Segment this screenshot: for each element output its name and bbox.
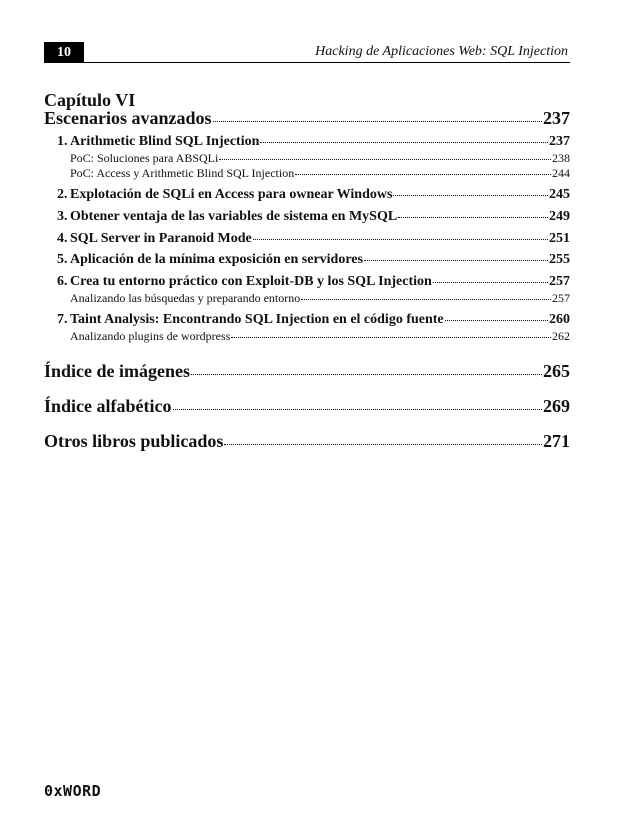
toc-page-number: 255: [549, 252, 570, 267]
leader-dots: [173, 409, 543, 410]
toc-page-number: 271: [543, 431, 570, 451]
leader-dots: [224, 444, 542, 445]
leader-dots: [260, 142, 548, 143]
toc-section[interactable]: [44, 108, 570, 129]
toc-page-number: 257: [549, 274, 570, 289]
page-header: [44, 42, 570, 63]
toc-item[interactable]: [57, 312, 570, 328]
toc-page-number: 237: [543, 108, 570, 128]
chapter-label: Capítulo VI: [44, 90, 136, 110]
toc-item[interactable]: [57, 252, 570, 268]
leader-dots: [301, 299, 551, 300]
toc-item-number: 4.: [57, 231, 68, 246]
toc-item-title: Arithmetic Blind SQL Injection: [70, 134, 260, 149]
toc-backmatter-item[interactable]: [44, 396, 570, 417]
toc-item-number: 1.: [57, 134, 68, 149]
leader-dots: [445, 320, 548, 321]
toc-item[interactable]: [57, 209, 570, 225]
toc-item-number: 3.: [57, 209, 68, 224]
toc-item-title: SQL Server in Paranoid Mode: [70, 231, 252, 246]
toc-item[interactable]: [57, 187, 570, 203]
toc-page-number: 249: [549, 209, 570, 224]
toc-subitem-title: Analizando las búsquedas y preparando entorno: [70, 291, 301, 305]
toc-subitem[interactable]: [70, 151, 570, 166]
toc-item[interactable]: [57, 231, 570, 247]
toc-item-number: 6.: [57, 274, 68, 289]
toc-page-number: 257: [552, 291, 570, 305]
toc-subitem-title: Analizando plugins de wordpress: [70, 329, 231, 343]
toc-page-number: 244: [552, 166, 570, 180]
toc-page-number: 260: [549, 312, 570, 327]
toc-page-number: 237: [549, 134, 570, 149]
running-title: Hacking de Aplicaciones Web: SQL Injection: [315, 44, 568, 59]
toc-page-number: 238: [552, 151, 570, 165]
toc-item-number: 5.: [57, 252, 68, 267]
toc-backmatter-title: Índice alfabético: [44, 396, 172, 416]
leader-dots: [295, 174, 551, 175]
toc-item-number: 2.: [57, 187, 68, 202]
publisher-logo: 0xWORD: [44, 782, 102, 800]
toc-section-title: Escenarios avanzados: [44, 108, 212, 128]
leader-dots: [393, 195, 548, 196]
toc-backmatter-item[interactable]: [44, 431, 570, 452]
toc-item-title: Aplicación de la mínima exposición en servidores: [70, 252, 363, 267]
toc-page-number: 245: [549, 187, 570, 202]
toc-subitem[interactable]: [70, 166, 570, 181]
toc-item-title: Explotación de SQLi en Access para ownear Windows: [70, 187, 393, 202]
toc-item-number: 7.: [57, 312, 68, 327]
toc-page-number: 269: [543, 396, 570, 416]
leader-dots: [213, 121, 542, 122]
leader-dots: [191, 374, 542, 375]
page-number: 10: [44, 42, 84, 63]
toc-item-title: Obtener ventaja de las variables de sistema en MySQL: [70, 209, 398, 224]
leader-dots: [364, 260, 548, 261]
toc-subitem-title: PoC: Soluciones para ABSQLi: [70, 151, 219, 165]
toc-backmatter-title: Índice de imágenes: [44, 361, 190, 381]
leader-dots: [231, 337, 551, 338]
toc-backmatter-title: Otros libros publicados: [44, 431, 224, 451]
leader-dots: [253, 239, 548, 240]
toc-page-number: 251: [549, 231, 570, 246]
toc-item[interactable]: [57, 134, 570, 150]
toc-item-title: Taint Analysis: Encontrando SQL Injection en el código fuente: [70, 312, 444, 327]
toc-page-number: 265: [543, 361, 570, 381]
header-rule: [84, 62, 570, 63]
leader-dots: [398, 217, 548, 218]
toc-item[interactable]: [57, 274, 570, 290]
leader-dots: [433, 282, 548, 283]
toc-subitem-title: PoC: Access y Arithmetic Blind SQL Injection: [70, 166, 295, 180]
toc-subitem[interactable]: [70, 291, 570, 306]
leader-dots: [219, 159, 551, 160]
toc-subitem[interactable]: [70, 329, 570, 344]
toc-page-number: 262: [552, 329, 570, 343]
toc-item-title: Crea tu entorno práctico con Exploit-DB y los SQL Injection: [70, 274, 432, 289]
toc-backmatter-item[interactable]: [44, 361, 570, 382]
